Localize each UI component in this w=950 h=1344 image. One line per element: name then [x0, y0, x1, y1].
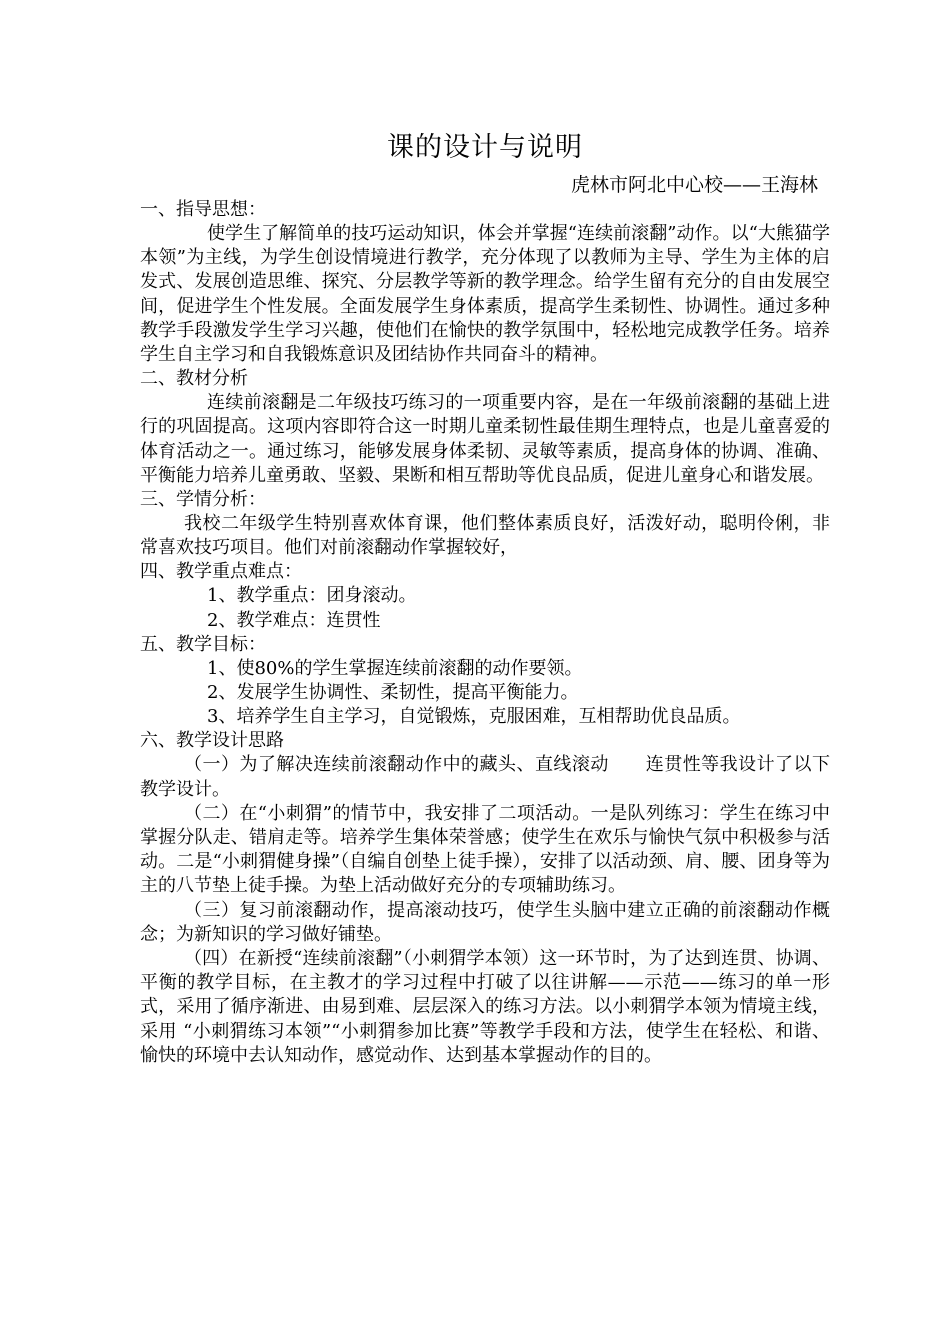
section-body-student-analysis: 我校二年级学生特别喜欢体育课，他们整体素质良好，活泼好动，聪明伶俐，非常喜欢技巧项目。他们对前滚翻动作掌握较好， [140, 513, 830, 559]
section-heading-design-ideas: 六、教学设计思路 [140, 730, 284, 752]
section-heading-key-points: 四、教学重点难点： [140, 561, 302, 583]
list-item: 2、教学难点：连贯性 [207, 609, 381, 631]
design-paragraph: （一）为了解决连续前滚翻动作中的藏头、直线滚动 连贯性等我设计了以下教学设计。 [140, 754, 830, 800]
list-item: 3、培养学生自主学习，自觉锻炼，克服困难，互相帮助优良品质。 [207, 706, 741, 728]
design-paragraph: （四）在新授“连续前滚翻”（小刺猬学本领）这一环节时，为了达到连贯、协调、平衡的教学目标，在主教才的学习过程中打破了以往讲解——示范——练习的单一形式，采用了循序渐进、由易到难、层层深入的练习方法。以小刺猬学本领为情境主线，采用 “小刺猬练习本领”“小刺猬参加比赛”等教学手段和方法，使学生在轻松、和谐、愉快的环境中去认知动作，感觉动作、达到基本掌握动作的目的。 [140, 948, 830, 1066]
list-item: 1、使80%的学生掌握连续前滚翻的动作要领。 [207, 657, 583, 679]
section-heading-teaching-goals: 五、教学目标： [140, 633, 266, 655]
section-heading-material-analysis: 二、教材分析 [140, 368, 248, 390]
page-title: 课的设计与说明 [387, 132, 583, 163]
design-paragraph: （二）在“小刺猬”的情节中，我安排了二项活动。一是队列练习：学生在练习中掌握分队走、错肩走等。培养学生集体荣誉感；使学生在欢乐与愉快气氛中积极参与活动。二是“小刺猬健身操”（自编自创垫上徒手操），安排了以活动颈、肩、腰、团身等为主的八节垫上徒手操。为垫上活动做好充分的专项辅助练习。 [140, 802, 830, 897]
list-item: 1、教学重点：团身滚动。 [207, 585, 417, 607]
author-line: 虎林市阿北中心校——王海林 [570, 174, 818, 196]
section-body-guiding-thought: 使学生了解简单的技巧运动知识，体会并掌握“连续前滚翻”动作。以“大熊猫学本领”为主线，为学生创设情境进行教学，充分体现了以教师为主导、学生为主体的启发式、发展创造思维、探究、分层教学等新的教学理念。给学生留有充分的自由发展空间，促进学生个性发展。全面发展学生身体素质，提高学生柔韧性、协调性。通过多种教学手段激发学生学习兴趣，使他们在愉快的教学氛围中，轻松地完成教学任务。培养学生自主学习和自我锻炼意识及团结协作共同奋斗的精神。 [140, 223, 830, 366]
section-heading-student-analysis: 三、学情分析： [140, 489, 266, 511]
design-paragraph: （三）复习前滚翻动作，提高滚动技巧，使学生头脑中建立正确的前滚翻动作概念；为新知识的学习做好铺垫。 [140, 899, 830, 945]
list-item: 2、发展学生协调性、柔韧性，提高平衡能力。 [207, 682, 579, 704]
section-body-material-analysis: 连续前滚翻是二年级技巧练习的一项重要内容，是在一年级前滚翻的基础上进行的巩固提高。这项内容即符合这一时期儿童柔韧性最佳期生理特点，也是儿童喜爱的体育活动之一。通过练习，能够发展身体柔韧、灵敏等素质，提高身体的协调、准确、平衡能力培养儿童勇敢、坚毅、果断和相互帮助等优良品质，促进儿童身心和谐发展。 [140, 392, 830, 486]
section-heading-guiding-thought: 一、指导思想： [140, 199, 266, 220]
document [140, 128, 830, 1068]
